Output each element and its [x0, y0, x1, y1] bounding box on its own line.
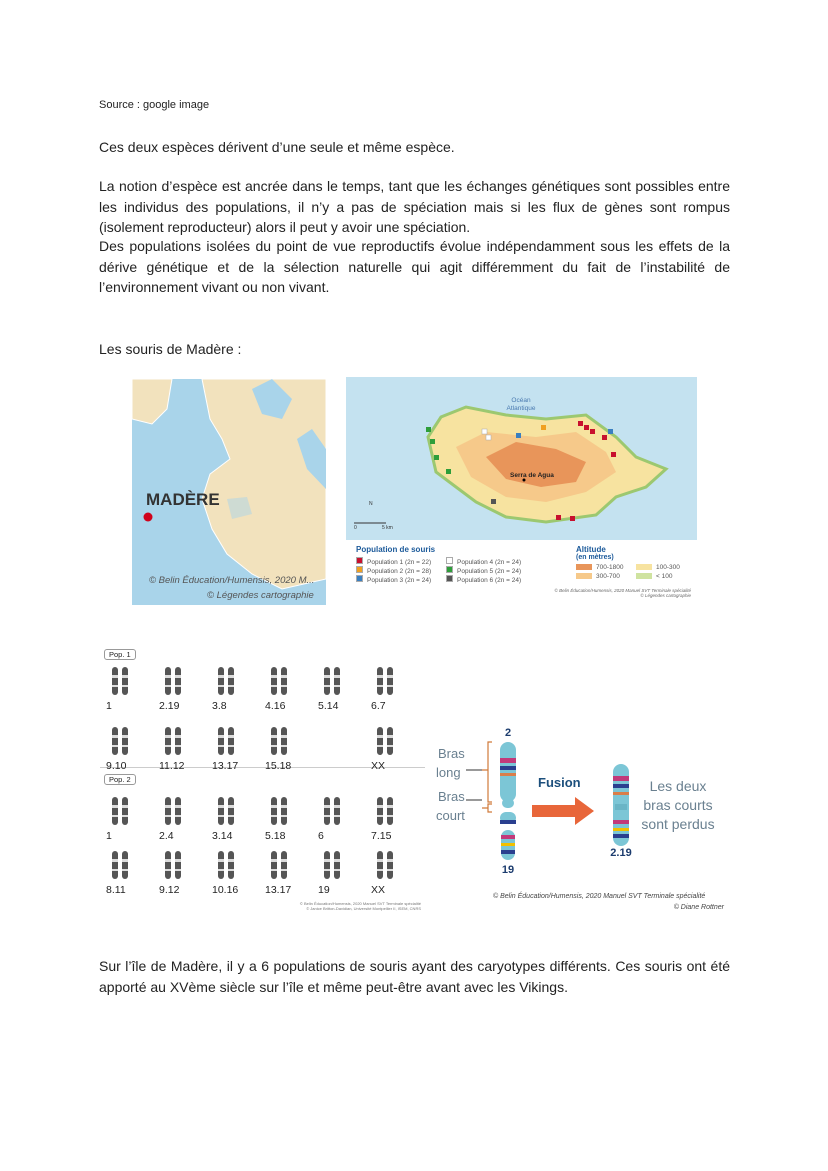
chromosome-pair — [375, 665, 395, 697]
pop2-label: Pop. 2 — [104, 774, 136, 785]
chromosome-label: 5.14 — [318, 700, 339, 712]
chromosome-pair — [322, 795, 342, 827]
altitude-legend-title: Altitude — [576, 545, 606, 554]
paragraph-1: Ces deux espèces dérivent d’une seule et même espèce. — [99, 139, 455, 155]
karyotype-figure — [100, 645, 425, 915]
chromosome-label: 13.17 — [265, 884, 292, 896]
fusion-credit-1: © Belin Éducation/Humensis, 2020 Manuel SVT Terminale spécialité — [493, 893, 706, 900]
left-map-credit-2: © Légendes cartographie — [207, 590, 314, 601]
chromosome-label: 1 — [106, 700, 112, 712]
madere-label: MADÈRE — [146, 490, 220, 509]
population-legend-item: Population 5 (2n = 24) — [446, 566, 521, 575]
chromosome-label: 15.18 — [265, 760, 292, 772]
chromosome-pair — [322, 849, 342, 881]
chromosome-label: 6.7 — [371, 700, 386, 712]
chromosome-label: 5.18 — [265, 830, 286, 842]
legend-swatch — [636, 564, 652, 570]
legend-swatch — [576, 564, 592, 570]
chromosome-label: 3.14 — [212, 830, 233, 842]
chromosome-pair — [322, 665, 342, 697]
chromosome-pair — [216, 849, 236, 881]
town-label: Serra de Agua — [510, 472, 554, 479]
population-legend-item: Population 4 (2n = 24) — [446, 557, 521, 566]
chromosome-pair — [163, 849, 183, 881]
left-map-credit-1: © Belin Éducation/Humensis, 2020 M... — [149, 575, 315, 586]
chromosome-pair — [216, 725, 236, 757]
chromosome-pair — [216, 795, 236, 827]
europe-map — [132, 379, 326, 605]
chr-19-label: 19 — [501, 864, 515, 876]
chromosome-pair — [375, 849, 395, 881]
chromosome-pair — [375, 725, 395, 757]
chromosome-label: 19 — [318, 884, 330, 896]
paragraph-3: Des populations isolées du point de vue reproductifs évolue indépendamment sous les effets de la dérive génétique et de la sélection naturelle qui agit différemment du fait de l’instabilité de l’environnement vivant ou non vivant. — [99, 238, 730, 295]
chromosome-pair — [269, 725, 289, 757]
chromosome-label: 11.12 — [159, 760, 185, 772]
svg-text:sont perdus: sont perdus — [641, 816, 715, 832]
legend-swatch — [576, 573, 592, 579]
pop1-label: Pop. 1 — [104, 649, 136, 660]
fusion-label: Fusion — [538, 775, 581, 790]
svg-text:0: 0 — [354, 525, 357, 531]
chromosome-pair — [269, 665, 289, 697]
fusion-arrow — [532, 797, 594, 825]
legend-swatch — [356, 566, 363, 573]
chromosome-label: 10.16 — [212, 884, 239, 896]
chromosome-label: 1 — [106, 830, 112, 842]
altitude-unit: (en mètres) — [576, 554, 614, 561]
legend-swatch — [356, 557, 363, 564]
chromosome-pair — [269, 849, 289, 881]
altitude-legend-item: 300-700 — [576, 573, 620, 580]
population-legend-item: Population 2 (2n = 28) — [356, 566, 431, 575]
chromosome-pair — [110, 795, 130, 827]
ocean-label-2: Atlantique — [506, 405, 536, 412]
madeira-map — [346, 377, 697, 605]
chromosome-label: 9.10 — [106, 760, 127, 772]
svg-text:long: long — [436, 765, 461, 780]
ocean-label-1: Océan — [511, 397, 531, 404]
chromosome-pair — [163, 795, 183, 827]
right-map-credit: © Belin Éducation/Humensis, 2020 Manuel SVT Terminale spécialité © Légendes cartographie — [554, 588, 691, 598]
chromosome-pair — [375, 795, 395, 827]
svg-text:Bras: Bras — [438, 789, 465, 804]
chromosome-label: 4.16 — [265, 700, 286, 712]
source-line: Source : google image — [99, 99, 210, 111]
svg-text:court: court — [436, 808, 465, 823]
north-label: N — [369, 501, 373, 507]
altitude-legend-item: 700-1800 — [576, 564, 623, 571]
chromosome-pair — [110, 665, 130, 697]
chromosome-pair — [269, 795, 289, 827]
svg-text:5 km: 5 km — [382, 525, 393, 531]
legend-swatch — [446, 566, 453, 573]
altitude-legend-item: < 100 — [636, 573, 672, 580]
svg-text:Les deux: Les deux — [649, 778, 707, 794]
altitude-legend-item: 100-300 — [636, 564, 680, 571]
legend-swatch — [356, 575, 363, 582]
chromosome-pair — [163, 665, 183, 697]
chromosome-label: 6 — [318, 830, 324, 842]
population-legend-item: Population 3 (2n = 24) — [356, 575, 431, 584]
chromosome-label: 13.17 — [212, 760, 239, 772]
population-legend-item: Population 6 (2n = 24) — [446, 575, 521, 584]
population-legend-item: Population 1 (2n = 22) — [356, 557, 431, 566]
chromosome-pair — [110, 725, 130, 757]
chromosome-pair — [110, 849, 130, 881]
chromosome-pair — [216, 665, 236, 697]
chromosome-label: 7.15 — [371, 830, 392, 842]
fusion-credit-2: © Diane Rottner — [673, 904, 724, 911]
legend-swatch — [446, 575, 453, 582]
svg-text:bras courts: bras courts — [643, 797, 713, 813]
chr-2-label: 2 — [504, 727, 512, 739]
paragraph-5: Sur l’île de Madère, il y a 6 populations de souris ayant des caryotypes différents. Ces souris ont été apporté au XVème siècle sur l’île et même peut-être avant avec les Vikings. — [99, 958, 730, 995]
chromosome-label: 2.4 — [159, 830, 174, 842]
population-legend-title: Population de souris — [356, 545, 436, 554]
paragraph-4: Les souris de Madère : — [99, 341, 242, 357]
legend-swatch — [636, 573, 652, 579]
svg-text:Bras: Bras — [438, 746, 465, 761]
chromosome-label: XX — [371, 884, 386, 896]
fusion-figure — [430, 720, 730, 915]
legend-swatch — [446, 557, 453, 564]
chromosome-label: 3.8 — [212, 700, 227, 712]
result-label: 2.19 — [610, 847, 632, 859]
paragraph-2: La notion d’espèce est ancrée dans le temps, tant que les échanges génétiques sont possibles entre les individus des populations, il n’y a pas de spéciation mais si les flux de gènes sont rompus (isolement reproducteur) alors il peut y avoir une spéciation. — [99, 178, 730, 235]
chromosome-label: XX — [371, 760, 386, 772]
chromosome-label: 2.19 — [159, 700, 180, 712]
chromosome-label: 9.12 — [159, 884, 180, 896]
chromosome-pair — [163, 725, 183, 757]
chromosome-label: 8.11 — [106, 884, 126, 896]
karyotype-credit: © Belin Éducation/Humensis, 2020 Manuel SVT Terminale spécialité © Janice Britton-Davidian, Université Montpellier II, ISEM, CNRS — [299, 901, 421, 911]
